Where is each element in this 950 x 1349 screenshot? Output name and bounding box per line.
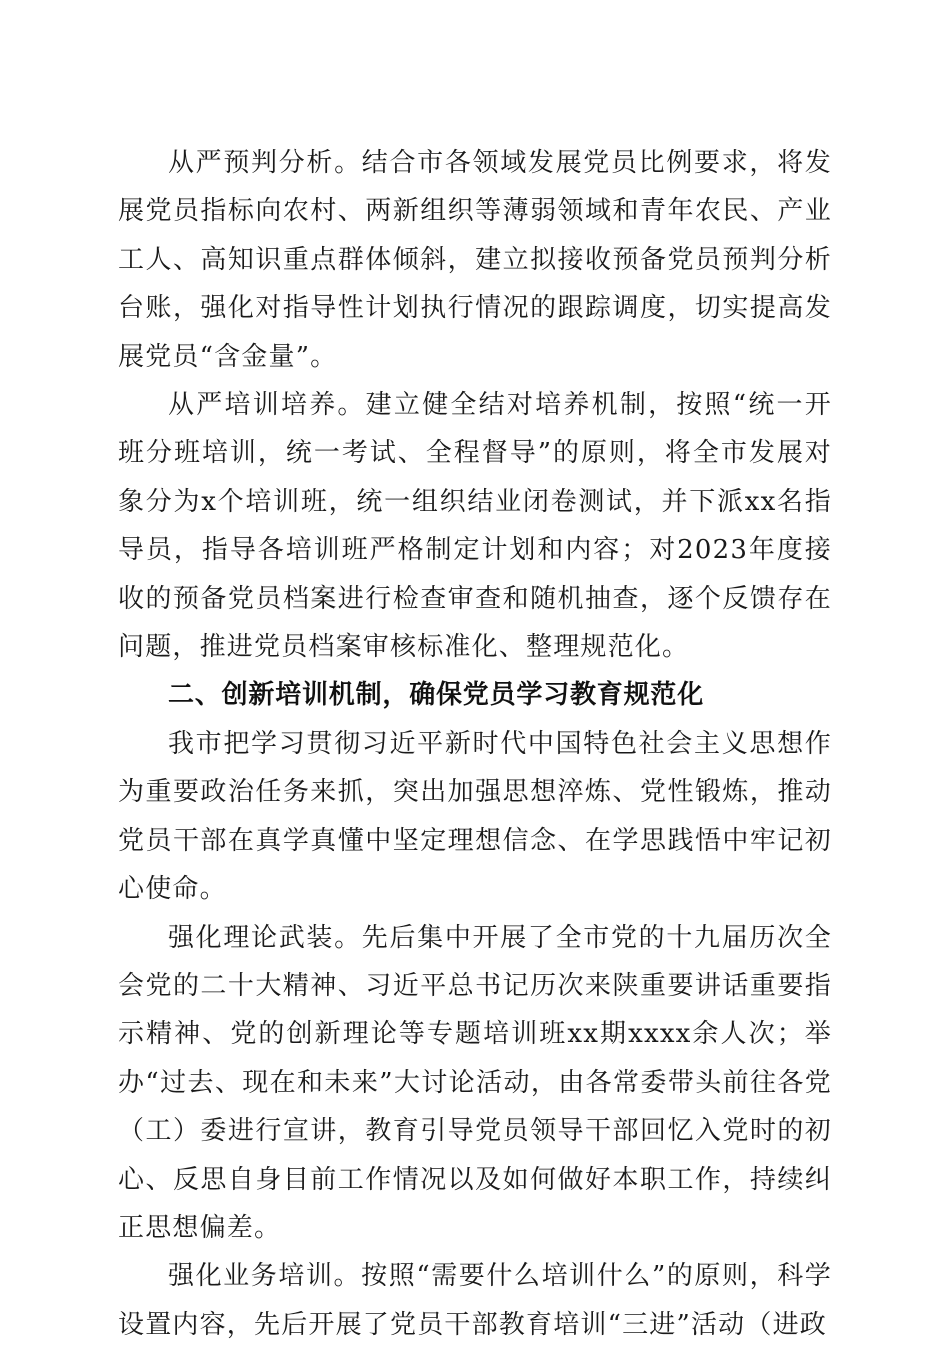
paragraph-prejudgment-analysis: 从严预判分析。结合市各领域发展党员比例要求，将发展党员指标向农村、两新组织等薄弱领域和青年农民、产业工人、高知识重点群体倾斜，建立拟接收预备党员预判分析台账，强化对指导性计划执行情况的跟踪调度，切实提高发展党员“含金量”。 <box>118 148 832 372</box>
paragraph-business-training: 强化业务培训。按照“需要什么培训什么”的原则，科学设置内容，先后开展了党员干部教育培训“三进”活动（进政 <box>118 1261 832 1340</box>
paragraph-training-cultivation: 从严培训培养。建立健全结对培养机制，按照“统一开班分班培训，统一考试、全程督导”的原则，将全市发展对象分为x个培训班，统一组织结业闭卷测试，并下派xx名指导员，指导各培训班严格制定计划和内容；对2023年度接收的预备党员档案进行检查审查和随机抽查，逐个反馈存在问题，推进党员档案审核标准化、整理规范化。 <box>118 390 832 663</box>
paragraph-theory-armament: 强化理论武装。先后集中开展了全市党的十九届历次全会党的二十大精神、习近平总书记历次来陕重要讲话重要指示精神、党的创新理论等专题培训班xx期xxxx余人次；举办“过去、现在和未来”大讨论活动，由各常委带头前往各党（工）委进行宣讲，教育引导党员领导干部回忆入党时的初心、反思自身目前工作情况以及如何做好本职工作，持续纠正思想偏差。 <box>118 922 832 1243</box>
section-heading-training-mechanism: 二、创新培训机制，确保党员学习教育规范化 <box>168 680 705 711</box>
paragraph-study-thought: 我市把学习贯彻习近平新时代中国特色社会主义思想作为重要政治任务来抓，突出加强思想淬炼、党性锻炼，推动党员干部在真学真懂中坚定理想信念、在学思践悟中牢记初心使命。 <box>118 728 832 905</box>
document-body <box>118 139 832 1349</box>
